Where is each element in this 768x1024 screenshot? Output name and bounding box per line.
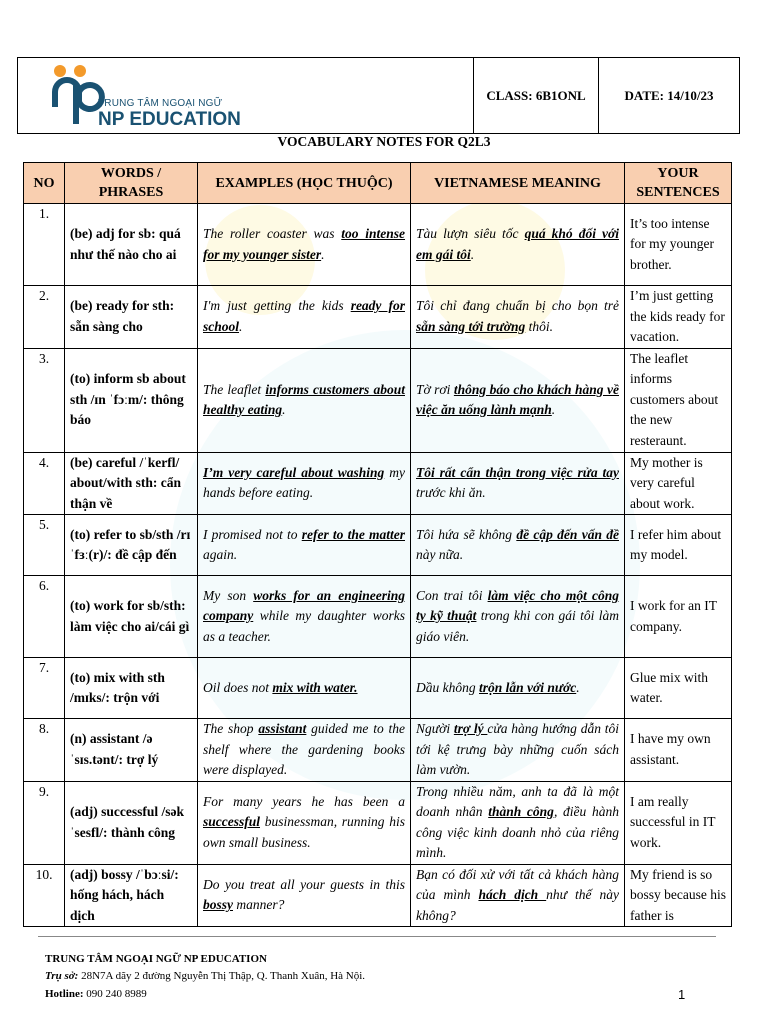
- word-phrase: (n) assistant /əˈsɪs.tənt/: trợ lý: [65, 719, 198, 782]
- word-phrase: (to) refer to sb/sth /rɪˈfɜː(r)/: đề cập đến: [65, 515, 198, 576]
- your-sentence: I have my own assistant.: [625, 719, 732, 782]
- footer-center-name: TRUNG TÂM NGOẠI NGỮ NP EDUCATION: [45, 953, 267, 965]
- column-header-examples: EXAMPLES (HỌC THUỘC): [198, 163, 411, 204]
- example-sentence: [198, 864, 411, 927]
- your-sentence: I am really successful in IT work.: [625, 781, 732, 864]
- row-number: 10.: [24, 864, 65, 927]
- footer-address-label: Trụ sở:: [45, 970, 79, 982]
- word-phrase: (be) adj for sb: quá như thế nào cho ai: [65, 204, 198, 286]
- text-segment: guided me to the shelf where the gardening books were displayed.: [203, 721, 405, 777]
- text-segment: thôi.: [525, 318, 554, 334]
- vietnamese-meaning: [411, 515, 625, 576]
- your-sentence: Glue mix with water.: [625, 658, 732, 719]
- example-sentence: [198, 781, 411, 864]
- row-number: 1.: [24, 204, 65, 286]
- footer-hotline: [45, 988, 147, 1000]
- text-segment: .: [470, 246, 475, 262]
- text-segment: Do you treat all your guests in this: [203, 876, 405, 892]
- text-segment: manner?: [233, 897, 285, 913]
- vietnamese-meaning: [411, 658, 625, 719]
- text-segment: The roller coaster was: [203, 226, 342, 241]
- text-segment: Trong nhiều năm, anh ta đã là một doanh nhân: [416, 783, 619, 819]
- text-segment: businessman, running his own small business.: [203, 814, 405, 850]
- word-phrase: (adj) bossy /ˈbɔːsi/: hống hách, hách dịch: [65, 864, 198, 927]
- logo-subtitle: TRUNG TÂM NGOẠI NGỮ: [98, 98, 223, 109]
- highlighted-phrase: trộn lẫn với nước: [479, 679, 577, 695]
- example-sentence: [198, 452, 411, 515]
- highlighted-phrase: quá khó đối với em gái tôi: [416, 226, 619, 262]
- logo-title: NP EDUCATION: [98, 109, 241, 130]
- text-segment: Dầu không: [416, 679, 479, 695]
- highlighted-phrase: sẵn sàng tới trường: [416, 318, 526, 334]
- text-segment: Tôi hứa sẽ không: [416, 526, 517, 542]
- word-phrase: (adj) successful /səkˈsesfl/: thành công: [65, 781, 198, 864]
- header-table: [17, 57, 740, 134]
- highlighted-phrase: thông báo cho khách hàng về việc ăn uống lành mạnh: [416, 381, 619, 417]
- class-label: CLASS: 6B1ONL: [474, 58, 599, 134]
- text-segment: my hands before eating.: [203, 464, 405, 501]
- footer-divider: [38, 936, 716, 937]
- footer-hotline-value: 090 240 8989: [86, 988, 147, 1000]
- text-segment: Tôi chỉ đang chuẩn bị cho bọn trẻ: [416, 298, 619, 314]
- your-sentence: My mother is very careful about work.: [625, 452, 732, 515]
- highlighted-phrase: Tôi rất cẩn thận trong việc rửa tay: [416, 464, 619, 480]
- table-row: [24, 204, 732, 286]
- word-phrase: (be) careful /ˈkerfl/ about/with sth: cẩn thận về: [65, 452, 198, 515]
- text-segment: I'm just getting the kids: [203, 298, 351, 314]
- vietnamese-meaning: [411, 781, 625, 864]
- document-title: VOCABULARY NOTES FOR Q2L3: [277, 134, 491, 149]
- text-segment: cửa hàng hướng dẫn tôi tới kệ trưng bày những cuốn sách làm vườn.: [416, 721, 619, 777]
- text-segment: Tàu lượn siêu tốc: [416, 226, 525, 241]
- vietnamese-meaning: [411, 864, 625, 927]
- your-sentence: I work for an IT company.: [625, 576, 732, 658]
- word-phrase: (to) mix with sth /mɪks/: trộn với: [65, 658, 198, 719]
- date-label: DATE: 14/10/23: [599, 58, 740, 134]
- highlighted-phrase: assistant: [258, 721, 307, 736]
- table-row: [24, 286, 732, 349]
- text-segment: Oil does not: [203, 679, 273, 695]
- highlighted-phrase: too intense for my younger sister: [203, 226, 406, 262]
- table-row: [24, 719, 732, 782]
- column-header-no: NO: [24, 163, 65, 204]
- example-sentence: [198, 204, 411, 286]
- word-phrase: (to) work for sb/sth: làm việc cho ai/cái gì: [65, 576, 198, 658]
- your-sentence: The leaflet informs customers about the new resteraunt.: [625, 348, 732, 452]
- example-sentence: [198, 348, 411, 452]
- text-segment: I promised not to: [203, 526, 302, 542]
- vocabulary-table: [23, 162, 732, 927]
- vietnamese-meaning: [411, 286, 625, 349]
- example-sentence: [198, 286, 411, 349]
- text-segment: .: [321, 246, 325, 262]
- example-sentence: [198, 515, 411, 576]
- footer-address-value: 28N7A dãy 2 đường Nguyễn Thị Thập, Q. Thanh Xuân, Hà Nội.: [81, 970, 366, 982]
- highlighted-phrase: đề cập đến vấn đề: [516, 526, 619, 542]
- footer-address: [45, 970, 365, 982]
- row-number: 9.: [24, 781, 65, 864]
- row-number: 8.: [24, 719, 65, 782]
- highlighted-phrase: bossy: [203, 897, 233, 913]
- vietnamese-meaning: [411, 719, 625, 782]
- table-row: [24, 576, 732, 658]
- vietnamese-meaning: [411, 452, 625, 515]
- text-segment: .: [576, 679, 580, 695]
- text-segment: Người: [416, 721, 454, 736]
- highlighted-phrase: successful: [203, 814, 260, 830]
- page-number: 1: [678, 987, 686, 1002]
- highlighted-phrase: mix with water.: [272, 679, 358, 695]
- highlighted-phrase: ready for school: [203, 298, 405, 334]
- logo-cell: [18, 58, 474, 134]
- text-segment: For many years he has been a: [203, 793, 405, 809]
- your-sentence: My friend is so bossy because his father is: [625, 864, 732, 927]
- row-number: 3.: [24, 348, 65, 452]
- highlighted-phrase: I’m very careful about washing: [203, 464, 385, 480]
- text-segment: Con trai tôi: [416, 587, 488, 603]
- footer-hotline-label: Hotline:: [45, 988, 84, 1000]
- word-phrase: (be) ready for sth: sẵn sàng cho: [65, 286, 198, 349]
- example-sentence: [198, 576, 411, 658]
- vietnamese-meaning: [411, 576, 625, 658]
- highlighted-phrase: làm việc cho một công ty kỹ thuật: [416, 587, 620, 624]
- row-number: 5.: [24, 515, 65, 576]
- highlighted-phrase: trợ lý: [453, 721, 488, 736]
- highlighted-phrase: thành công: [488, 804, 554, 819]
- table-row: [24, 781, 732, 864]
- table-row: [24, 452, 732, 515]
- table-row: [24, 515, 732, 576]
- text-segment: Bạn có đối xử với tất cả khách hàng của mình: [416, 866, 619, 902]
- text-segment: .: [282, 402, 286, 417]
- text-segment: trước khi ăn.: [416, 485, 486, 501]
- example-sentence: [198, 719, 411, 782]
- text-segment: trong khi con gái tôi làm giáo viên.: [416, 608, 619, 644]
- highlighted-phrase: hách dịch: [478, 887, 547, 902]
- vietnamese-meaning: [411, 204, 625, 286]
- text-segment: .: [239, 318, 243, 334]
- highlighted-phrase: refer to the matter: [301, 526, 405, 542]
- text-segment: Tờ rơi: [416, 381, 454, 397]
- row-number: 2.: [24, 286, 65, 349]
- highlighted-phrase: works for an engineering company: [203, 587, 405, 624]
- text-segment: again.: [203, 547, 238, 562]
- highlighted-phrase: informs customers about healthy eating: [203, 381, 405, 417]
- your-sentence: I refer him about my model.: [625, 515, 732, 576]
- row-number: 6.: [24, 576, 65, 658]
- column-header-words: WORDS / PHRASES: [65, 163, 198, 204]
- your-sentence: I’m just getting the kids ready for vacation.: [625, 286, 732, 349]
- text-segment: này nữa.: [416, 547, 464, 562]
- table-row: [24, 864, 732, 927]
- example-sentence: [198, 658, 411, 719]
- vietnamese-meaning: [411, 348, 625, 452]
- text-segment: while my daughter works as a teacher.: [203, 608, 405, 644]
- text-segment: như thế này không?: [416, 887, 619, 923]
- table-row: [24, 348, 732, 452]
- text-segment: , điều hành công việc kinh doanh nhỏ của riêng mình.: [416, 804, 619, 860]
- row-number: 4.: [24, 452, 65, 515]
- text-segment: My son: [203, 587, 254, 603]
- word-phrase: (to) inform sb about sth /ɪn ˈfɔːm/: thông báo: [65, 348, 198, 452]
- column-header-vietnamese: VIETNAMESE MEANING: [411, 163, 625, 204]
- text-segment: The leaflet: [203, 381, 266, 397]
- table-header-row: [24, 163, 732, 204]
- table-row: [24, 658, 732, 719]
- text-segment: The shop: [203, 721, 259, 736]
- text-segment: .: [551, 402, 556, 417]
- row-number: 7.: [24, 658, 65, 719]
- column-header-your-sentences: YOUR SENTENCES: [625, 163, 732, 204]
- your-sentence: It’s too intense for my younger brother.: [625, 204, 732, 286]
